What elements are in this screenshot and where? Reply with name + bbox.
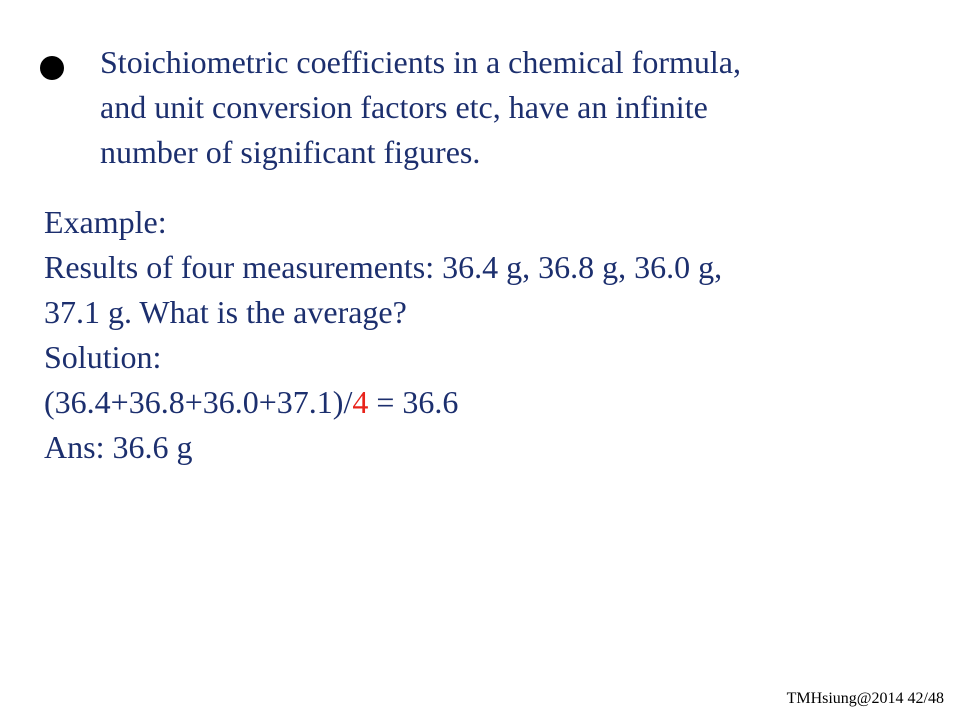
example-label: Example: [44,204,167,240]
bullet-line-1: Stoichiometric coefficients in a chemical formula, [100,44,741,80]
equation-line [44,380,924,425]
bullet-line-2: and unit conversion factors etc, have an infinite [100,89,708,125]
bullet-line-3: number of significant figures. [100,134,481,170]
problem-line-1: Results of four measurements: 36.4 g, 36.8 g, 36.0 g, [44,249,723,285]
equation-divisor: 4 [352,384,369,420]
answer-line: Ans: 36.6 g [44,429,193,465]
footer-credit: TMHsiung@2014 [786,690,904,707]
footer-page-number: 42/48 [907,690,944,707]
solution-label: Solution: [44,339,162,375]
equation-suffix: = 36.6 [368,384,459,420]
bullet-point [38,40,898,175]
problem-line-2: 37.1 g. What is the average? [44,294,407,330]
example-section [44,200,924,470]
equation-prefix: (36.4+36.8+36.0+37.1)/ [44,384,353,420]
bullet-dot-icon [40,56,64,80]
slide-footer [787,690,944,708]
bullet-text [100,40,898,175]
